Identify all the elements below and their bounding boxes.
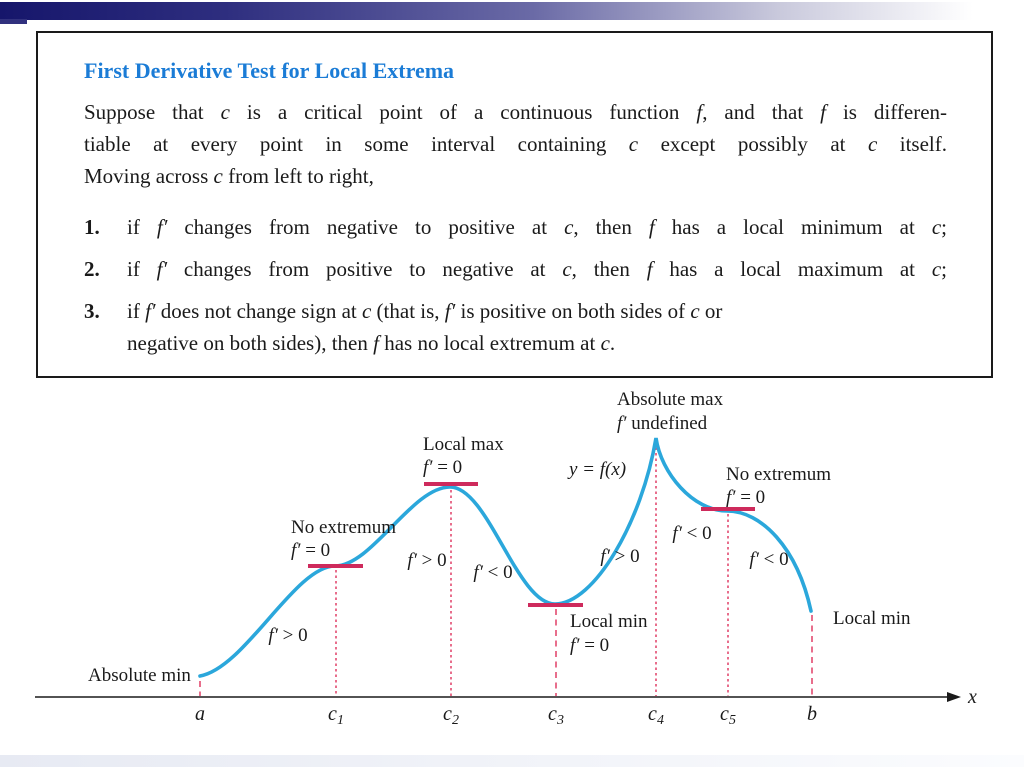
- text-line: [84, 96, 947, 128]
- math-var: c: [562, 257, 572, 281]
- axis-tick-label: [548, 703, 564, 728]
- math-var: c: [220, 100, 230, 124]
- text-run: , then: [571, 257, 647, 281]
- axis-label-x: x: [968, 686, 977, 708]
- text-run: if: [127, 257, 157, 281]
- figure: [0, 385, 1024, 740]
- math-var: c: [931, 257, 942, 281]
- text-run: > 0: [609, 546, 640, 567]
- text-run: = 0: [735, 487, 766, 508]
- text-run: negative on both sides), then: [127, 331, 374, 355]
- text-run: .: [609, 331, 616, 355]
- bottom-gradient-bar: [0, 755, 1024, 767]
- math-var: c: [213, 164, 223, 188]
- text-run: < 0: [681, 523, 712, 544]
- top-bar-tab: [0, 19, 27, 24]
- math-var: f′: [672, 523, 682, 544]
- math-var: c: [628, 132, 639, 156]
- x-axis-arrow-icon: [947, 692, 961, 702]
- text-line: [127, 211, 947, 243]
- math-var: f′: [156, 257, 168, 281]
- list-number: 2.: [84, 257, 100, 281]
- annotation-absolute-max: [617, 389, 724, 410]
- theorem-list: [84, 211, 947, 359]
- text-run: Local max: [423, 434, 504, 455]
- sign-label: [749, 549, 788, 570]
- axis-tick-label: [443, 703, 459, 728]
- math-var: f′: [423, 457, 433, 478]
- text-run: is differen-: [826, 100, 948, 124]
- theorem-body: [84, 96, 947, 192]
- tick-base: c: [328, 703, 337, 725]
- list-item-3: [84, 295, 947, 359]
- text-run: does not change sign at: [155, 299, 362, 323]
- text-line: [84, 160, 947, 192]
- sign-label: [672, 523, 711, 544]
- math-var: c: [690, 299, 700, 323]
- annotation-no-extremum-right: [726, 487, 765, 508]
- text-run: = 0: [300, 540, 331, 561]
- math-var: c: [361, 299, 372, 323]
- text-run: = 0: [432, 457, 463, 478]
- text-run: Absolute max: [617, 389, 724, 410]
- text-run: changes from positive to negative at: [167, 257, 563, 281]
- text-run: has a local minimum at: [654, 215, 932, 239]
- text-line: [127, 295, 947, 327]
- figure-axis-ticks: [195, 703, 817, 728]
- text-run: = 0: [579, 635, 610, 656]
- math-var: f′: [600, 546, 610, 567]
- annotation-absolute-max: [617, 413, 708, 434]
- tick-base: b: [807, 703, 817, 725]
- text-run: , and that: [702, 100, 821, 124]
- sign-label: [268, 625, 307, 646]
- math-var: y = f(x): [569, 459, 627, 480]
- annotation-no-extremum-right: [726, 464, 831, 485]
- math-var: f: [696, 100, 703, 124]
- math-var: f′: [291, 540, 301, 561]
- math-var: f′: [145, 299, 156, 323]
- axis-tick-label: [328, 703, 344, 728]
- annotation-absolute-min: [88, 665, 191, 686]
- text-run: tiable at every point in some interval containing: [84, 132, 629, 156]
- axis-tick-label: [648, 703, 664, 728]
- text-run: if: [127, 299, 146, 323]
- text-run: or: [699, 299, 723, 323]
- text-line: [127, 253, 947, 285]
- annotation-local-max: [423, 457, 462, 478]
- math-var: f: [820, 100, 826, 124]
- text-run: No extremum: [291, 517, 397, 538]
- math-var: c: [564, 215, 574, 239]
- math-var: f′: [268, 625, 278, 646]
- axis-tick-label: [807, 703, 817, 725]
- annotation-curve-label: [567, 459, 626, 480]
- text-run: itself.: [877, 132, 947, 156]
- list-item-2: [84, 253, 947, 285]
- text-run: except possibly at: [638, 132, 868, 156]
- text-run: Local min: [570, 611, 648, 632]
- math-var: c: [600, 331, 610, 355]
- text-run: if: [127, 215, 157, 239]
- text-run: , then: [573, 215, 649, 239]
- text-run: ;: [941, 215, 948, 239]
- annotation-local-min-mid: [570, 611, 648, 632]
- list-item-text: [127, 253, 947, 285]
- math-var: f: [648, 215, 655, 239]
- annotation-local-min-mid: [570, 635, 609, 656]
- tick-base: a: [195, 703, 205, 725]
- math-var: f′: [617, 413, 627, 434]
- list-item-text: [127, 295, 947, 359]
- math-var: f: [646, 257, 653, 281]
- tick-base: c: [720, 703, 729, 725]
- sign-label: [473, 562, 512, 583]
- text-run: > 0: [277, 625, 308, 646]
- tick-base: c: [443, 703, 452, 725]
- math-var: f′: [749, 549, 759, 570]
- math-var: c: [867, 132, 878, 156]
- math-var: f: [373, 331, 379, 355]
- text-run: No extremum: [726, 464, 832, 485]
- text-run: is a critical point of a continuous function: [229, 100, 697, 124]
- top-gradient-bar: [0, 2, 1024, 20]
- text-run: is positive on both sides of: [455, 299, 691, 323]
- tick-base: c: [548, 703, 557, 725]
- text-run: (that is,: [371, 299, 445, 323]
- text-run: ;: [941, 257, 947, 281]
- theorem-title: First Derivative Test for Local Extrema: [84, 58, 455, 83]
- text-run: Suppose that: [84, 100, 221, 124]
- math-var: f′: [156, 215, 168, 239]
- list-item-text: [127, 211, 947, 243]
- text-run: > 0: [416, 550, 447, 571]
- tick-base: c: [648, 703, 657, 725]
- math-var: f′: [726, 487, 736, 508]
- tick-subscript: 4: [656, 713, 664, 728]
- text-run: undefined: [626, 413, 708, 434]
- math-var: f′: [407, 550, 417, 571]
- text-line: [127, 327, 947, 359]
- sign-label: [600, 546, 639, 567]
- math-var: c: [931, 215, 942, 239]
- text-run: < 0: [758, 549, 789, 570]
- list-number: 1.: [84, 215, 100, 239]
- tick-subscript: 5: [728, 713, 736, 728]
- annotation-no-extremum-left: [291, 517, 396, 538]
- text-run: from left to right,: [222, 164, 374, 188]
- text-run: Moving across: [84, 164, 214, 188]
- list-item-1: [84, 211, 947, 243]
- theorem-box: [36, 31, 993, 378]
- text-run: has no local extremum at: [378, 331, 601, 355]
- annotation-no-extremum-left: [291, 540, 330, 561]
- tick-subscript: 2: [451, 713, 459, 728]
- text-run: Absolute min: [88, 665, 191, 686]
- math-var: f′: [473, 562, 483, 583]
- math-var: f′: [444, 299, 456, 323]
- list-number: 3.: [84, 299, 100, 323]
- text-line: [84, 128, 947, 160]
- tick-subscript: 3: [556, 713, 564, 728]
- annotation-local-max: [423, 434, 504, 455]
- text-run: has a local maximum at: [652, 257, 932, 281]
- axis-tick-label: [720, 703, 736, 728]
- annotation-local-min-right: [833, 608, 911, 629]
- text-run: < 0: [482, 562, 513, 583]
- math-var: f′: [570, 635, 580, 656]
- tick-subscript: 1: [336, 713, 344, 728]
- text-run: changes from negative to positive at: [167, 215, 565, 239]
- text-run: Local min: [833, 608, 911, 629]
- axis-tick-label: [195, 703, 205, 725]
- sign-label: [407, 550, 446, 571]
